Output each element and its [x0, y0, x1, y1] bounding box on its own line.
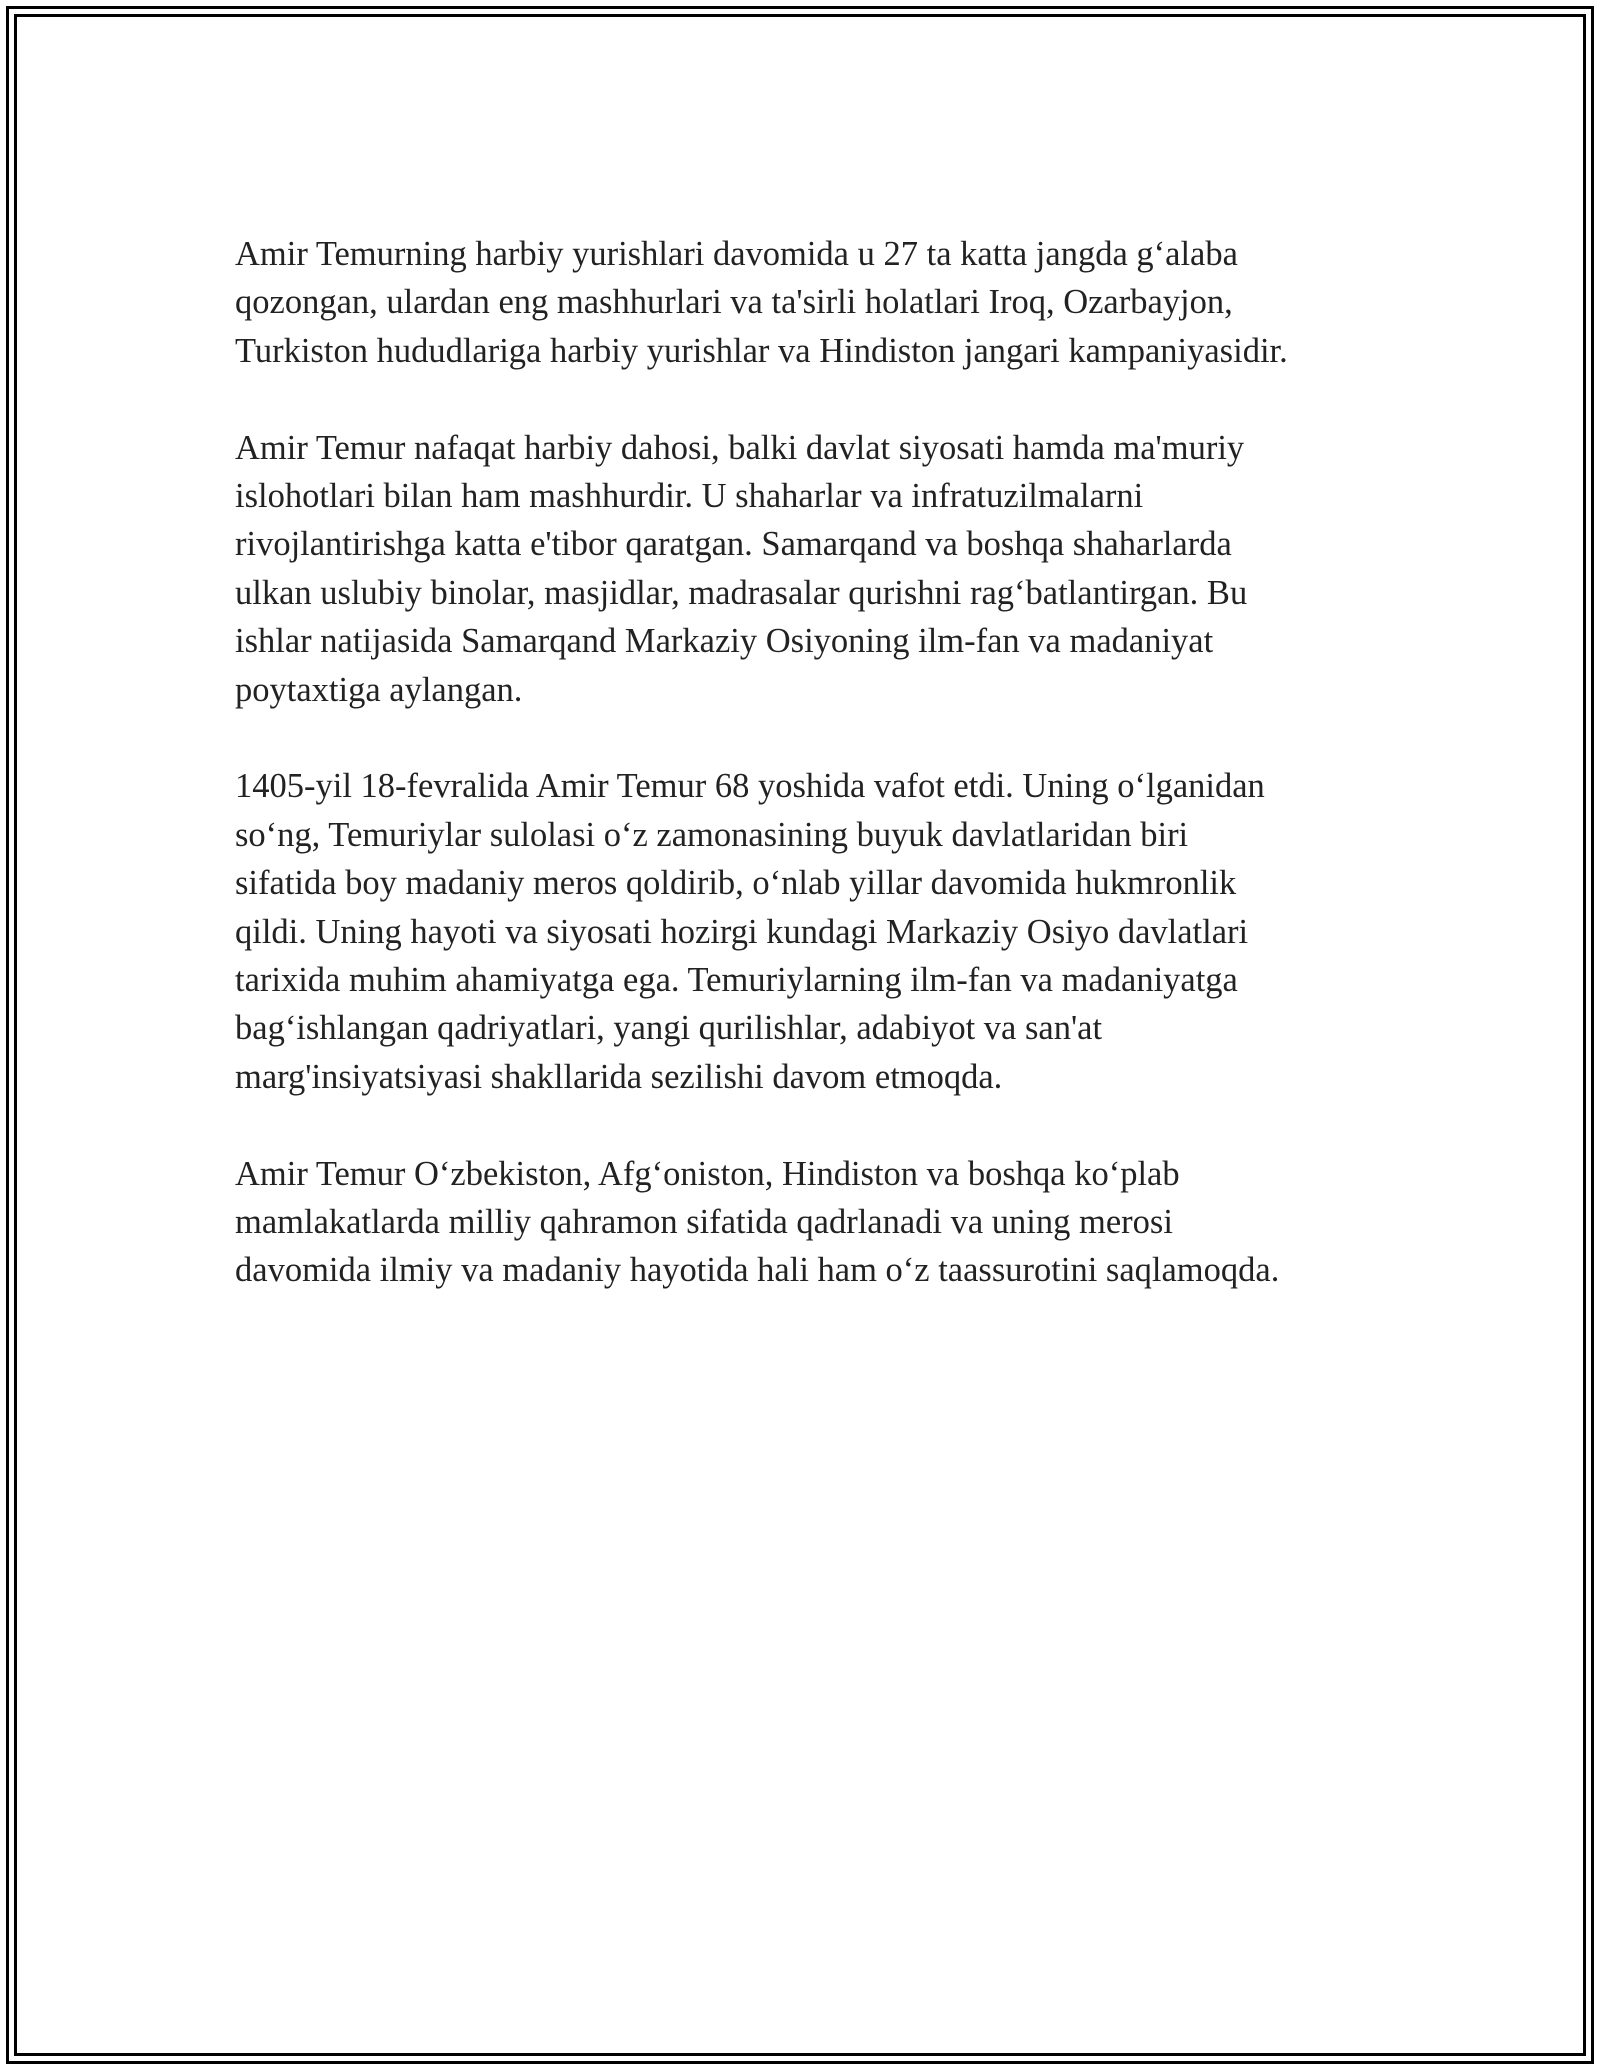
text-line: qildi. Uning hayoti va siyosati hozirgi kundagi Markaziy Osiyo davlatlari	[235, 912, 1249, 951]
paragraph-death-and-legacy	[235, 762, 1385, 1101]
text-line: bag‘ishlangan qadriyatlari, yangi qurilishlar, adabiyot va san'at	[235, 1009, 1103, 1048]
text-line: Amir Temur nafaqat harbiy dahosi, balki davlat siyosati hamda ma'muriy	[235, 428, 1245, 467]
text-line: mamlakatlarda milliy qahramon sifatida qadrlanadi va uning merosi	[235, 1203, 1173, 1242]
text-line: so‘ng, Temuriylar sulolasi o‘z zamonasining buyuk davlatlaridan biri	[235, 815, 1189, 854]
text-line: ulkan uslubiy binolar, masjidlar, madrasalar qurishni rag‘batlantirgan. Bu	[235, 573, 1248, 612]
text-line: ishlar natijasida Samarqand Markaziy Osiyoning ilm-fan va madaniyat	[235, 622, 1214, 661]
text-line: poytaxtiga aylangan.	[235, 670, 523, 709]
text-line: Amir Temurning harbiy yurishlari davomida u 27 ta katta jangda g‘alaba	[235, 235, 1238, 273]
text-line: davomida ilmiy va madaniy hayotida hali ham o‘z taassurotini saqlamoqda.	[235, 1251, 1280, 1290]
paragraph-national-hero	[235, 1150, 1385, 1295]
text-line: marg'insiyatsiyasi shakllarida sezilishi davom etmoqda.	[235, 1057, 1003, 1096]
text-line: rivojlantirishga katta e'tibor qaratgan. Samarqand va boshqa shaharlarda	[235, 525, 1232, 564]
document-body	[235, 230, 1385, 1343]
text-line: sifatida boy madaniy meros qoldirib, o‘nlab yillar davomida hukmronlik	[235, 864, 1237, 903]
paragraph-state-policy	[235, 424, 1385, 714]
text-line: tarixida muhim ahamiyatga ega. Temuriylarning ilm-fan va madaniyatga	[235, 961, 1238, 1000]
text-line: islohotlari bilan ham mashhurdir. U shaharlar va infratuzilmalarni	[235, 477, 1144, 516]
text-line: Turkiston hududlariga harbiy yurishlar va Hindiston jangari kampaniyasidir.	[235, 331, 1288, 370]
paragraph-military-campaigns	[235, 230, 1385, 375]
text-line: Amir Temur O‘zbekiston, Afg‘oniston, Hindiston va boshqa ko‘plab	[235, 1154, 1180, 1193]
text-line: 1405-yil 18-fevralida Amir Temur 68 yoshida vafot etdi. Uning o‘lganidan	[235, 767, 1265, 806]
text-line: qozongan, ulardan eng mashhurlari va ta'sirli holatlari Iroq, Ozarbayjon,	[235, 283, 1233, 322]
